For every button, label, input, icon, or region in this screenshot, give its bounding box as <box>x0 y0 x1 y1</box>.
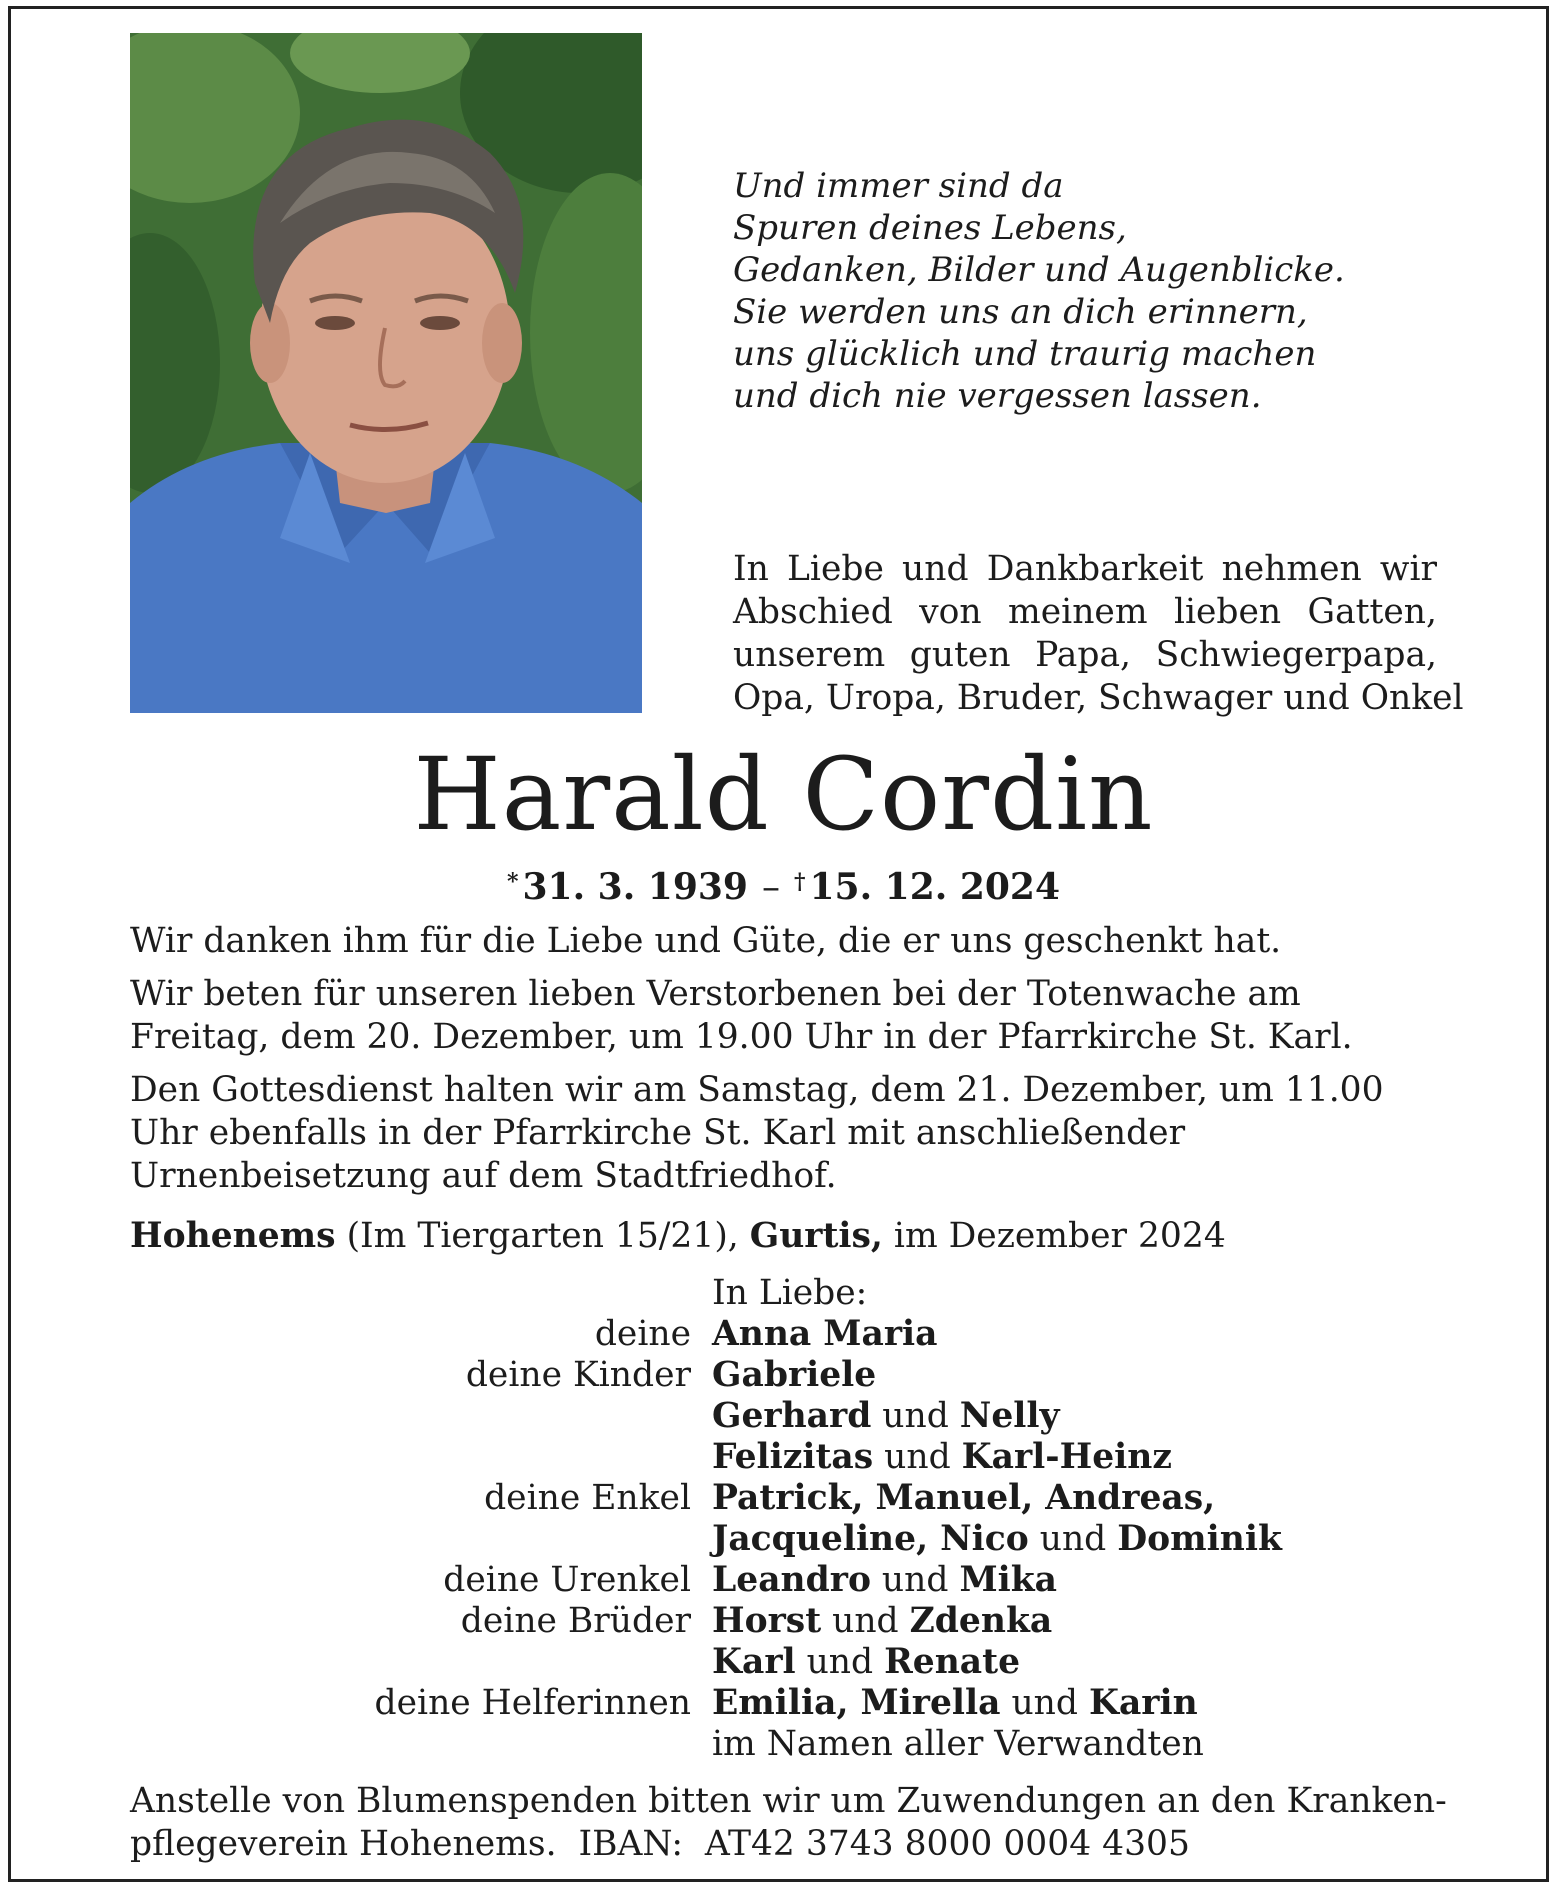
family-relation <box>130 1519 712 1560</box>
intro-line: unserem guten Papa, Schwiegerpapa, <box>733 635 1437 675</box>
place-date: im Dezember 2024 <box>882 1216 1226 1256</box>
family-row <box>130 1396 1440 1437</box>
family-member-name: Felizitas <box>712 1437 874 1477</box>
family-connector: und <box>871 1396 960 1436</box>
family-row <box>130 1314 1440 1355</box>
family-member-name: Zdenka <box>909 1601 1053 1641</box>
intro-line: In Liebe und Dankbarkeit nehmen wir <box>733 549 1437 589</box>
family-connector: und <box>1000 1683 1089 1723</box>
family-row <box>130 1560 1440 1601</box>
family-relation: deine Urenkel <box>443 1560 691 1600</box>
poem-line: Spuren deines Lebens, <box>733 208 1127 248</box>
date-separator: – <box>761 867 780 908</box>
intro-line: Opa, Uropa, Bruder, Schwager und Onkel <box>733 678 1464 718</box>
deceased-name: Harald Cordin <box>413 736 1154 853</box>
donation-line: Anstelle von Blumenspenden bitten wir um Zuwendungen an den Kranken- <box>130 1781 1447 1821</box>
intro-line: Abschied von meinem lieben Gatten, <box>733 592 1437 632</box>
family-member-name: Renate <box>884 1642 1021 1682</box>
death-symbol: † <box>793 869 806 895</box>
family-member-name: Karl <box>712 1642 796 1682</box>
family-member-name: Karl-Heinz <box>961 1437 1172 1477</box>
family-member-name: Mika <box>959 1560 1057 1600</box>
notice-body <box>130 920 1440 1208</box>
poem-line: Und immer sind da <box>733 166 1064 206</box>
family-row <box>130 1642 1440 1683</box>
family-names <box>712 1396 1060 1437</box>
family-relation <box>130 1396 712 1437</box>
poem-line: und dich nie vergessen lassen. <box>733 376 1262 416</box>
family-names <box>712 1478 1215 1519</box>
family-row <box>130 1683 1440 1724</box>
place-town-2: Gurtis, <box>749 1216 883 1256</box>
birth-date: 31. 3. 1939 <box>522 866 748 908</box>
family-row <box>130 1724 1440 1765</box>
family-relation: deine Enkel <box>484 1478 691 1518</box>
family-names <box>712 1560 1057 1601</box>
family-member-name: Dominik <box>1117 1519 1282 1559</box>
family-relation <box>130 1724 712 1765</box>
family-list <box>130 1273 1440 1765</box>
family-names <box>712 1314 937 1355</box>
family-names <box>712 1355 876 1396</box>
birth-symbol: * <box>506 869 519 895</box>
family-row <box>130 1355 1440 1396</box>
place-town: Hohenems <box>130 1216 336 1256</box>
family-names <box>712 1642 1020 1683</box>
family-member-name: Horst <box>712 1601 822 1641</box>
family-member-name: Gabriele <box>712 1355 877 1395</box>
family-connector: und <box>795 1642 885 1682</box>
family-member-name: Anna Maria <box>712 1314 938 1354</box>
family-member-name: Nelly <box>959 1396 1060 1436</box>
poem-line: Sie werden uns an dich erinnern, <box>733 292 1308 332</box>
family-relation: deine Brüder <box>460 1601 691 1641</box>
family-names <box>712 1437 1172 1478</box>
family-member-name: Karin <box>1088 1683 1198 1723</box>
donation-line-iban: pflegeverein Hohenems. IBAN: AT42 3743 8000 0004 4305 <box>130 1824 1190 1864</box>
poem-line: uns glücklich und traurig machen <box>733 334 1317 374</box>
family-relation: deine Kinder <box>465 1355 691 1395</box>
family-row <box>130 1437 1440 1478</box>
family-member-name: Leandro <box>712 1560 871 1600</box>
family-names <box>712 1724 1204 1765</box>
family-member-name: Emilia, Mirella <box>712 1683 1001 1723</box>
family-member-name: Jacqueline, Nico <box>712 1519 1029 1559</box>
family-connector: im Namen aller Verwandten <box>712 1724 1204 1764</box>
family-connector: und <box>1028 1519 1118 1559</box>
family-relation: deine <box>594 1314 691 1354</box>
family-row <box>130 1601 1440 1642</box>
death-date: 15. 12. 2024 <box>809 866 1061 908</box>
family-header-row <box>130 1273 1440 1314</box>
family-names <box>712 1519 1282 1560</box>
portrait-photo <box>130 33 642 713</box>
family-member-name: Patrick, Manuel, Andreas, <box>712 1478 1216 1518</box>
family-connector: und <box>821 1601 910 1641</box>
service-paragraph: Den Gottesdienst halten wir am Samstag, dem 21. Dezember, um 11.00 Uhr ebenfalls in der Pfarrkirche St. Karl mit anschließender Urnenbeisetzung auf dem Stadtfriedhof. <box>130 1070 1384 1196</box>
family-member-name: Gerhard <box>712 1396 872 1436</box>
family-connector: und <box>873 1437 962 1477</box>
wake-paragraph: Wir beten für unseren lieben Verstorbenen bei der Totenwache am Freitag, dem 20. Dezember, um 19.00 Uhr in der Pfarrkirche St. Karl. <box>130 974 1353 1057</box>
thanks-paragraph: Wir danken ihm für die Liebe und Güte, die er uns geschenkt hat. <box>130 921 1282 961</box>
memorial-poem <box>733 165 1453 417</box>
poem-line: Gedanken, Bilder und Augenblicke. <box>733 250 1345 290</box>
family-relation <box>130 1437 712 1478</box>
family-connector: und <box>870 1560 960 1600</box>
family-relation: deine Helferinnen <box>374 1683 691 1723</box>
place-and-date <box>130 1215 1226 1258</box>
place-address: (Im Tiergarten 15/21), <box>335 1216 750 1256</box>
family-row <box>130 1478 1440 1519</box>
family-row <box>130 1519 1440 1560</box>
in-liebe-label: In Liebe: <box>712 1273 868 1313</box>
life-dates <box>0 860 1567 910</box>
donation-note <box>130 1780 1447 1866</box>
family-relation <box>130 1642 712 1683</box>
farewell-intro <box>733 548 1464 720</box>
family-names <box>712 1601 1052 1642</box>
family-names <box>712 1683 1198 1724</box>
